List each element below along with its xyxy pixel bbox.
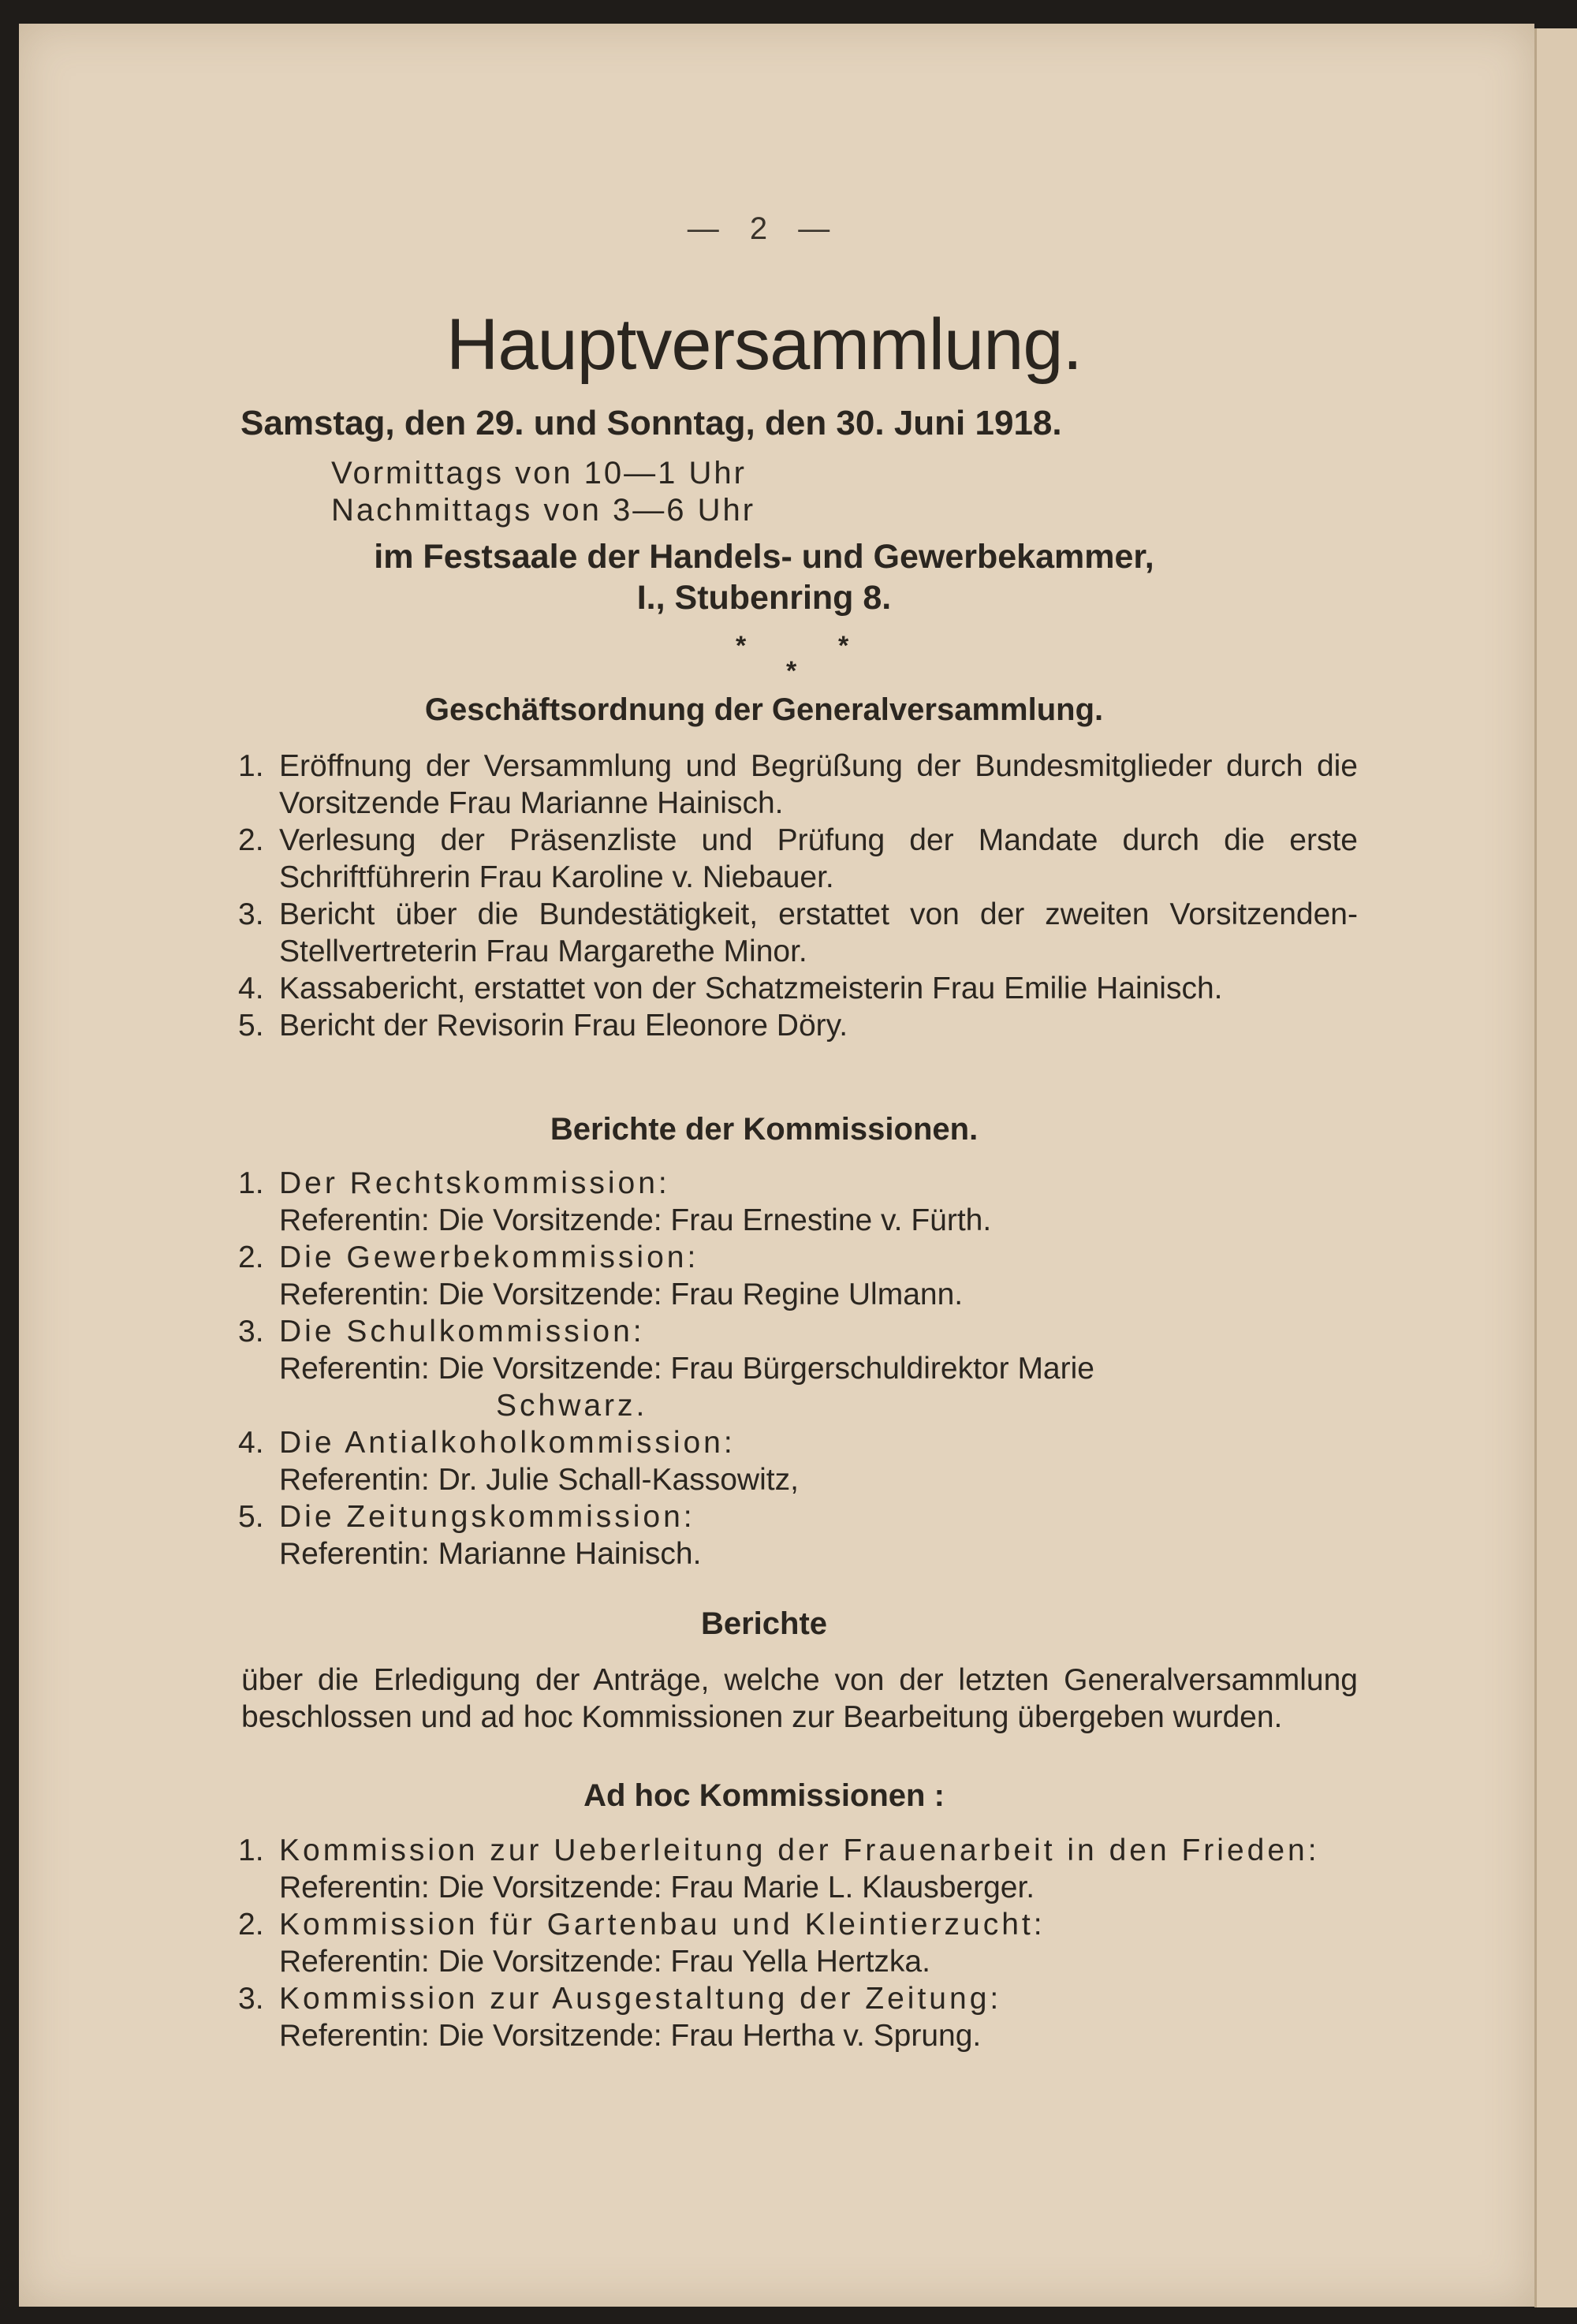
commission-referent: Referentin: Die Vorsitzende: Frau Ernestine v. Fürth.	[279, 1203, 992, 1237]
adhoc-name: Kommission zur Ausgestaltung der Zeitung:	[279, 1982, 1002, 2016]
venue	[0, 536, 1528, 618]
commission-name: Die Gewerbekommission:	[279, 1240, 699, 1274]
item-number: 5.	[238, 1009, 264, 1043]
commission-item	[238, 1239, 1358, 1313]
agenda-heading: Geschäftsordnung der Generalversammlung.	[424, 692, 1104, 727]
adhoc-list	[238, 1832, 1358, 2054]
item-number: 3.	[238, 1315, 264, 1349]
item-number: 2.	[238, 1240, 264, 1274]
agenda-item	[238, 822, 1358, 896]
commission-item	[238, 1424, 1358, 1498]
agenda-item	[238, 748, 1358, 822]
commission-referent: Referentin: Marianne Hainisch.	[279, 1537, 702, 1571]
item-number: 2.	[238, 1908, 264, 1942]
commission-referent: Referentin: Die Vorsitzende: Frau Regine Ulmann.	[279, 1278, 964, 1311]
item-text: Bericht der Revisorin Frau Eleonore Döry.	[279, 1009, 848, 1043]
separator-star: *	[736, 631, 747, 661]
adhoc-referent: Referentin: Die Vorsitzende: Frau Marie L. Klausberger.	[279, 1871, 1035, 1904]
commission-name: Die Schulkommission:	[279, 1315, 645, 1349]
adhoc-item	[238, 1832, 1358, 1906]
commission-item	[238, 1165, 1358, 1239]
item-text: Bericht über die Bundestätigkeit, erstattet von der zweiten Vorsitzenden-Stellvertreterin Frau Margarethe Minor.	[279, 897, 1358, 968]
item-number: 1.	[238, 1166, 264, 1200]
item-text: Kassabericht, erstattet von der Schatzmeisterin Frau Emilie Hainisch.	[279, 972, 1223, 1005]
commission-name: Die Zeitungskommission:	[279, 1500, 695, 1534]
commission-referent: Referentin: Dr. Julie Schall-Kassowitz,	[279, 1463, 799, 1497]
separator-star: *	[838, 631, 849, 661]
commission-item	[238, 1313, 1358, 1424]
adhoc-name: Kommission für Gartenbau und Kleintierzucht:	[279, 1908, 1046, 1942]
item-number: 1.	[238, 749, 264, 783]
morning-hours: Vormittags von 10—1 Uhr	[331, 456, 747, 491]
adhoc-referent: Referentin: Die Vorsitzende: Frau Hertha v. Sprung.	[279, 2019, 982, 2053]
separator-star: *	[786, 656, 797, 686]
commission-item	[238, 1498, 1358, 1572]
item-number: 3.	[238, 897, 264, 931]
commission-referent: Referentin: Die Vorsitzende: Frau Bürgerschuldirektor Marie	[279, 1352, 1094, 1386]
item-number: 3.	[238, 1982, 264, 2016]
item-text: Verlesung der Präsenzliste und Prüfung der Mandate durch die erste Schriftführerin Frau Karoline v. Niebauer.	[279, 823, 1358, 894]
item-number: 1.	[238, 1833, 264, 1867]
agenda-item	[238, 970, 1358, 1007]
item-number: 4.	[238, 1426, 264, 1460]
commission-name: Der Rechtskommission:	[279, 1166, 670, 1200]
venue-line-1: im Festsaale der Handels- und Gewerbekammer,	[374, 538, 1154, 576]
adjacent-page-edge	[1534, 28, 1577, 2307]
agenda-item	[238, 1007, 1358, 1044]
adhoc-referent: Referentin: Die Vorsitzende: Frau Yella Hertzka.	[279, 1945, 930, 1979]
adhoc-item	[238, 1980, 1358, 2054]
agenda-list	[238, 748, 1358, 1044]
agenda-item	[238, 896, 1358, 970]
venue-line-2: I., Stubenring 8.	[636, 579, 892, 617]
adhoc-heading: Ad hoc Kommissionen :	[583, 1778, 945, 1813]
commissions-heading: Berichte der Kommissionen.	[550, 1112, 979, 1147]
page-number: — 2 —	[687, 211, 841, 246]
page-title: Hauptversammlung.	[446, 304, 1083, 385]
item-number: 5.	[238, 1500, 264, 1534]
commissions-list	[238, 1165, 1358, 1572]
item-text: Eröffnung der Versammlung und Begrüßung der Bundesmitglieder durch die Vorsitzende Frau Marianne Hainisch.	[279, 749, 1358, 820]
item-number: 4.	[238, 972, 264, 1005]
commission-referent-continued: Schwarz.	[496, 1389, 648, 1423]
reports-heading: Berichte	[700, 1606, 828, 1641]
afternoon-hours: Nachmittags von 3—6 Uhr	[331, 493, 756, 528]
commission-name: Die Antialkoholkommission:	[279, 1426, 736, 1460]
adhoc-name: Kommission zur Ueberleitung der Frauenarbeit in den Frieden:	[279, 1833, 1320, 1867]
adhoc-item	[238, 1906, 1358, 1980]
item-number: 2.	[238, 823, 264, 857]
meeting-date: Samstag, den 29. und Sonntag, den 30. Juni 1918.	[240, 404, 1062, 442]
reports-paragraph: über die Erledigung der Anträge, welche von der letzten Generalversammlung beschlossen und ad hoc Kommissionen zur Bearbeitung übergeben wurden.	[241, 1663, 1358, 1734]
